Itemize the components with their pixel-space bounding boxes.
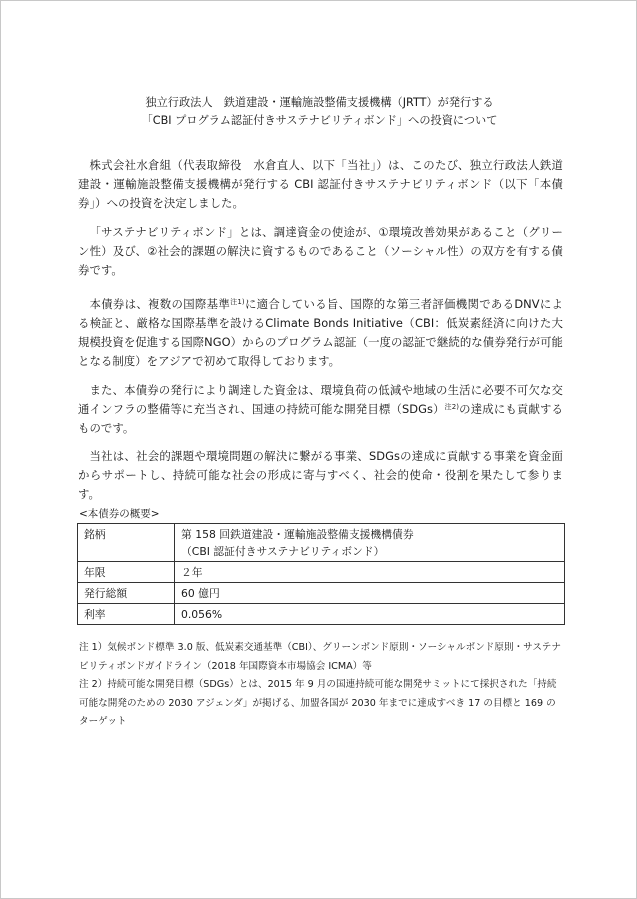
table-cell-label: 銘柄: [78, 524, 175, 562]
table-cell-value: [175, 524, 565, 562]
paragraph-text: 当社は、社会的課題や環境問題の解決に繋がる事業、SDGsの達成に貢献する事業を資金面からサポートし、持続可能な社会の形成に寄与すべく、社会的使命・役割を果たして参ります。: [78, 449, 563, 501]
table-cell-line: （CBI 認証付きサステナビリティボンド）: [181, 545, 385, 558]
table-cell-label: 年限: [78, 562, 175, 583]
paragraph-announcement: [78, 156, 563, 213]
footnote-ref-1: 注1): [230, 298, 245, 306]
title-line-1: 独立行政法人 鉄道建設・運輸施設整備支援機構（JRTT）が発行する: [145, 96, 494, 109]
table-row: [78, 604, 565, 625]
bond-summary-table: [77, 523, 565, 625]
paragraph-text: 株式会社水倉組（代表取締役 水倉直人、以下「当社」）は、このたび、独立行政法人鉄道建設・運輸施設整備支援機構が発行する CBI 認証付きサステナビリティボンド（以下「本債券」）への投資を決定しました。: [78, 158, 563, 210]
table-cell-label: 利率: [78, 604, 175, 625]
footnote-ref-2: 注2): [444, 403, 460, 411]
document-title: [61, 94, 578, 130]
paragraph-sustainability-bond-definition: [78, 223, 563, 280]
paragraph-company-commitment: [78, 447, 563, 504]
table-cell-label: 発行総額: [78, 583, 175, 604]
paragraph-certification: [78, 295, 563, 371]
footnote-2: 注 2）持続可能な開発目標（SDGs）とは、2015 年 9 月の国連持続可能な開発サミットにて採択された「持続可能な開発のための 2030 アジェンダ」が掲げる、加盟各国が 2030 年までに達成すべき 17 の目標と 169 のターゲット: [79, 679, 557, 727]
table-caption: <本債券の概要>: [79, 508, 160, 520]
footnote-1: 注 1）気候ボンド標準 3.0 版、低炭素交通基準（CBI）、グリーンボンド原則・ソーシャルボンド原則・サステナビリティボンドガイドライン（2018 年国際資本市場協会 ICMA）等: [79, 642, 561, 672]
table-cell-value: 0.056%: [175, 604, 565, 625]
paragraph-text-part: に適合している旨、国際的な第三者評価機関であるDNVによる検証と、厳格な国際基準を設けるClimate Bonds Initiative（CBI：低炭素経済に向けた大規模投資を促進する国際NGO）からのプログラム認証（一度の認証で継続的な債券発行が可能となる制度）をアジアで初めて取得しております。: [78, 297, 563, 368]
table-cell-value: ２年: [175, 562, 565, 583]
paragraph-text-part: また、本債券の発行により調達した資金は、環境負荷の低減や地域の生活に必要不可欠な交通インフラの整備等に充当され、国連の持続可能な開発目標（SDGs）: [78, 383, 563, 416]
paragraph-text: [78, 295, 563, 371]
table-cell-line: 第 158 回鉄道建設・運輸施設整備支援機構債券: [181, 528, 414, 541]
title-line-2: 「CBI プログラム認証付きサステナビリティボンド」への投資について: [141, 114, 498, 127]
paragraph-text-part: の達成にも貢献するものです。: [78, 402, 564, 435]
paragraph-text: [78, 381, 563, 438]
table-row: [78, 583, 565, 604]
paragraph-use-of-funds: [78, 381, 563, 438]
table-row: [78, 562, 565, 583]
paragraph-text-part: 本債券は、複数の国際基準: [89, 297, 231, 311]
paragraph-text: 「サステナビリティボンド」とは、調達資金の使途が、①環境改善効果があること（グリーン性）及び、②社会的課題の解決に資するものであること（ソーシャル性）の双方を有する債券です。: [78, 225, 563, 277]
footnotes: [79, 639, 565, 732]
table-row: [78, 524, 565, 562]
table-cell-value: 60 億円: [175, 583, 565, 604]
